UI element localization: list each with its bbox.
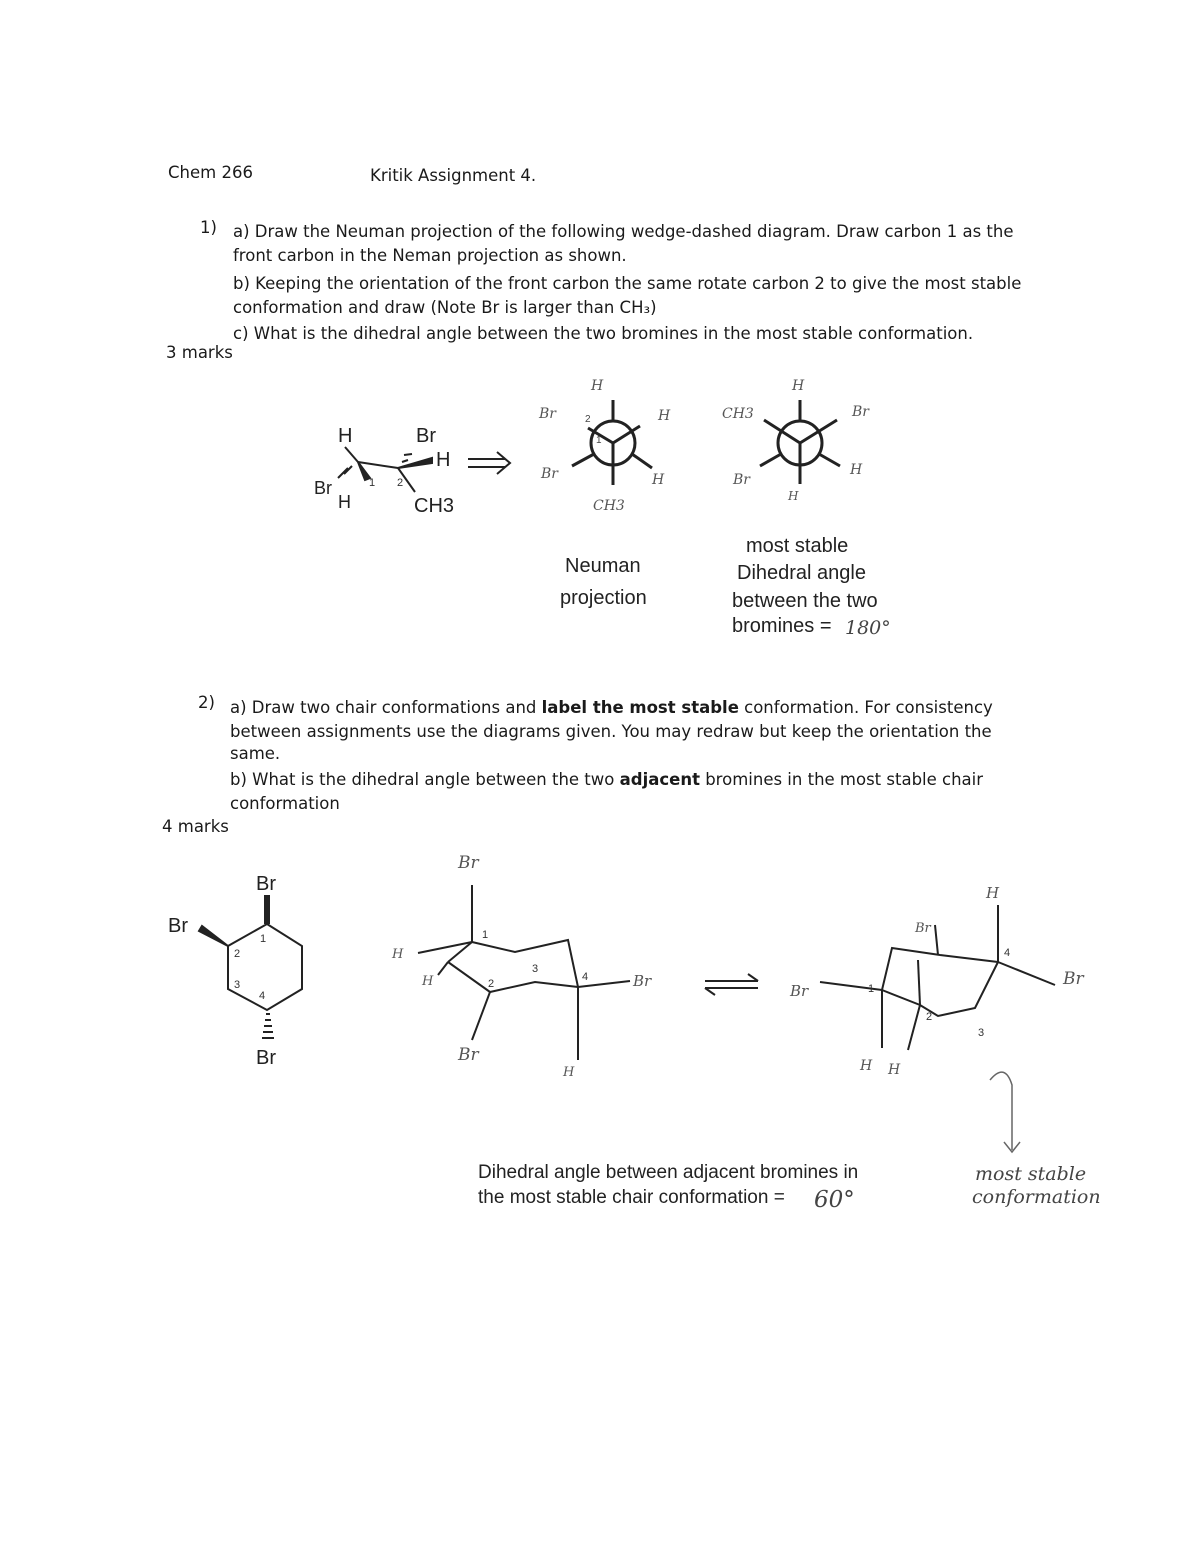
q2-a-line1-post: conformation. For consistency xyxy=(738,698,993,717)
newman2-bottom: H xyxy=(788,489,799,503)
q2-b-line1-post: bromines in the most stable chair xyxy=(699,770,984,789)
newman2-upper-left: CH3 xyxy=(722,406,754,422)
wedge-h-right: H xyxy=(436,449,451,471)
chair2-br-left: Br xyxy=(790,982,809,1000)
hexagon-n4: 4 xyxy=(259,990,266,1002)
q1-a-line2: front carbon in the Neman projection as shown. xyxy=(233,246,627,265)
newman-caption-1: Neuman xyxy=(565,555,641,577)
cyclohexane-hexagon xyxy=(199,895,302,1038)
wedge-br-left: Br xyxy=(314,478,332,498)
newman1-upper-left: Br xyxy=(539,406,556,422)
hexagon-n2: 2 xyxy=(234,948,241,960)
q2-number: 2) xyxy=(198,693,215,712)
wedge-h-bottom: H xyxy=(338,492,351,512)
hexagon-n1: 1 xyxy=(260,933,267,945)
newman2-upper-right: Br xyxy=(852,404,869,420)
chair-answer-line1: Dihedral angle between adjacent bromines in xyxy=(478,1162,859,1183)
chair2-h1: H xyxy=(860,1058,873,1074)
hand-arrow xyxy=(990,1072,1020,1152)
q2-b-line1-pre: b) What is the dihedral angle between the two xyxy=(230,770,620,789)
newman1-c-front: 1 xyxy=(596,435,602,446)
wedge-dash-diagram xyxy=(338,447,432,492)
q1-a-line1: a) Draw the Neuman projection of the following wedge-dashed diagram. Draw carbon 1 as the xyxy=(233,222,1014,241)
q2-b-line1-bold: adjacent xyxy=(619,770,700,789)
chair-conformation-1 xyxy=(418,885,630,1060)
wedge-c2: 2 xyxy=(397,477,404,489)
wedge-br-top: Br xyxy=(416,425,436,447)
chair2-n2: 2 xyxy=(926,1011,933,1023)
chair2-n4: 4 xyxy=(1004,947,1011,959)
chair2-h-top: H xyxy=(986,884,1000,902)
chair2-n1: 1 xyxy=(868,983,875,995)
newman1-lower-right: H xyxy=(652,472,665,488)
newman2-lower-left: Br xyxy=(733,472,750,488)
q1-b-line2: conformation and draw (Note Br is larger than CH₃) xyxy=(233,298,657,317)
hexagon-br-top: Br xyxy=(256,873,276,895)
chair1-br-bottom: Br xyxy=(458,1045,479,1065)
stable-caption-2: Dihedral angle xyxy=(737,562,866,584)
hexagon-br-left: Br xyxy=(168,915,188,937)
chair1-n2: 2 xyxy=(488,978,495,990)
chair1-n3: 3 xyxy=(532,963,539,975)
newman2-lower-right: H xyxy=(850,462,863,478)
chair1-h-left-up: H xyxy=(392,947,404,962)
chair1-br-top: Br xyxy=(458,853,479,873)
chair1-n1: 1 xyxy=(482,929,489,941)
q1-number: 1) xyxy=(200,218,217,237)
q1-c-line1: c) What is the dihedral angle between the two bromines in the most stable conformation. xyxy=(233,324,974,343)
q2-a-line1-pre: a) Draw two chair conformations and xyxy=(230,698,542,717)
equilibrium-arrows xyxy=(705,974,758,995)
chair-answer-line2: the most stable chair conformation = xyxy=(478,1187,785,1208)
q1-marks: 3 marks xyxy=(166,343,233,362)
implies-arrow xyxy=(468,452,510,474)
stable-note-line1: most stable xyxy=(975,1163,1087,1185)
assignment-title: Kritik Assignment 4. xyxy=(370,166,537,185)
chair2-br-right: Br xyxy=(1063,969,1084,989)
wedge-h-top: H xyxy=(338,425,353,447)
hexagon-n3: 3 xyxy=(234,979,241,991)
q2-b-line2: conformation xyxy=(230,794,340,813)
newman1-c-back: 2 xyxy=(585,414,591,425)
q2-marks: 4 marks xyxy=(162,817,229,836)
wedge-c1: 1 xyxy=(369,477,376,489)
q2-a-line3: same. xyxy=(230,744,281,763)
chair1-br-right: Br xyxy=(633,972,652,990)
stable-note-line2: conformation xyxy=(972,1186,1101,1208)
q2-a-line2: between assignments use the diagrams given. You may redraw but keep the orientation the xyxy=(230,722,992,741)
newman-caption-2: projection xyxy=(560,587,647,609)
q1-b-line1: b) Keeping the orientation of the front carbon the same rotate carbon 2 to give the most stable xyxy=(233,274,1022,293)
wedge-ch3: CH3 xyxy=(414,495,455,517)
chair1-h-bottom: H xyxy=(563,1065,575,1080)
stable-caption-1: most stable xyxy=(746,535,849,557)
chair1-h-left: H xyxy=(422,974,434,989)
chair-conformation-2 xyxy=(820,905,1055,1050)
stable-caption-3: between the two xyxy=(732,590,878,612)
hexagon-br-bottom: Br xyxy=(256,1047,276,1069)
newman-projection-2 xyxy=(760,400,840,484)
newman1-upper-right: H xyxy=(658,408,671,424)
chair2-n3: 3 xyxy=(978,1027,985,1039)
newman1-top: H xyxy=(591,378,604,394)
q2-a-line1-bold: label the most stable xyxy=(541,698,739,717)
newman1-lower-left: Br xyxy=(541,466,558,482)
chair1-n4: 4 xyxy=(582,971,589,983)
newman1-bottom: CH3 xyxy=(593,498,625,514)
q1-answer: 180° xyxy=(845,617,891,639)
course-code: Chem 266 xyxy=(168,163,253,182)
newman2-top: H xyxy=(792,378,805,394)
chair2-h2: H xyxy=(888,1062,901,1078)
stable-caption-4: bromines = xyxy=(732,615,832,637)
chair2-br-top: Br xyxy=(915,921,931,936)
q2-answer: 60° xyxy=(814,1187,855,1213)
newman-projection-1 xyxy=(572,400,652,485)
